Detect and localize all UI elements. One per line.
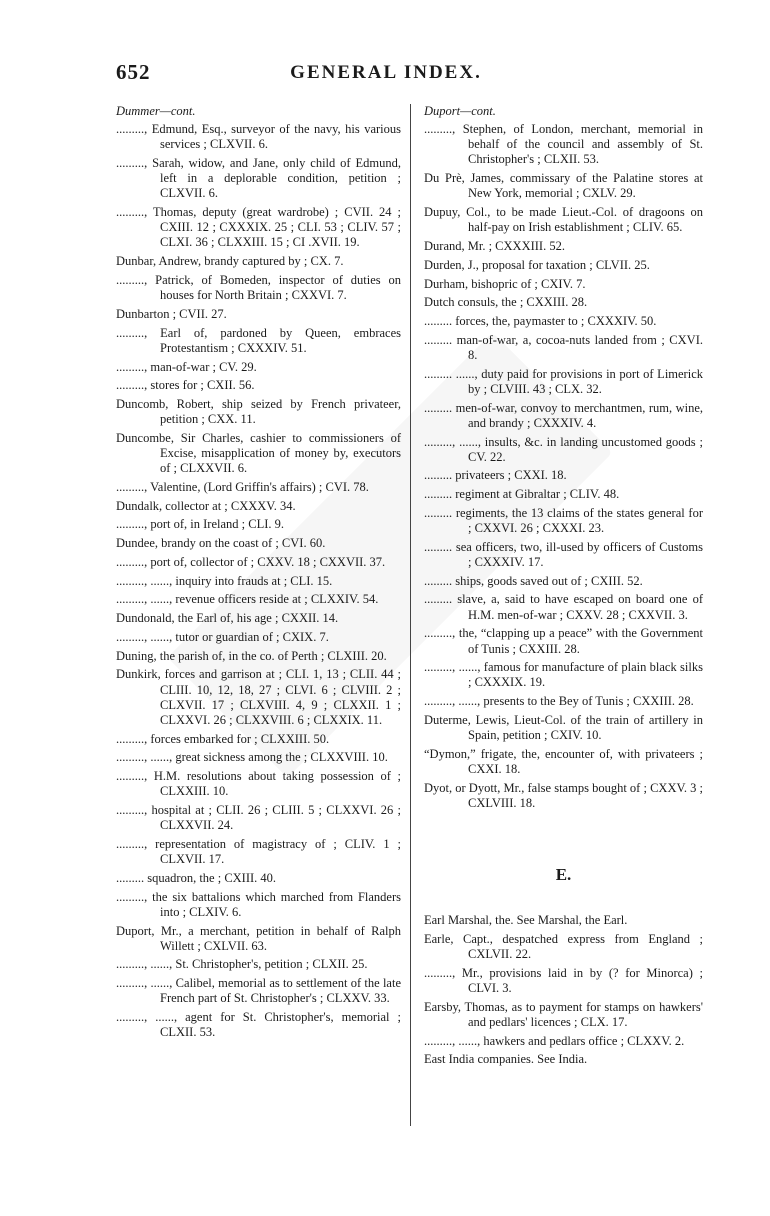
index-entry: ........., forces embarked for ; CLXXIII. 50. xyxy=(116,731,330,746)
index-entry: Dundee, brandy on the coast of ; CVI. 60. xyxy=(116,536,326,551)
index-entry: ......... ......, duty paid for provisions in port of Limerick by ; CLVIII. 43 ; CLX. 32. xyxy=(424,366,703,396)
continued-heading: Dummer—cont. xyxy=(116,104,196,118)
column-divider xyxy=(410,104,411,1126)
index-entry: ........., Sarah, widow, and Jane, only child of Edmund, left in a deplorable condition, petition ; CLXVII. 6. xyxy=(116,156,401,201)
index-entry: ......... ships, goods saved out of ; CXIII. 52. xyxy=(424,573,643,588)
index-entry: ........., ......, agent for St. Christopher's, memorial ; CLXII. 53. xyxy=(116,1010,401,1040)
index-entry: ......... regiments, the 13 claims of the states general for ; CXXVI. 26 ; CXXXI. 23. xyxy=(424,505,703,536)
index-entry: ........., ......, revenue officers reside at ; CLXXIV. 54. xyxy=(116,592,379,607)
index-entry: Duport, Mr., a merchant, petition in behalf of Ralph Willett ; CXLVII. 63. xyxy=(116,923,401,953)
index-entry: ........., the six battalions which marched from Flanders into ; CLXIV. 6. xyxy=(116,889,401,919)
index-entry: Earsby, Thomas, as to payment for stamps on hawkers' and pedlars' licences ; CLX. 17. xyxy=(424,999,703,1029)
index-entry: ........., representation of magistracy of ; CLIV. 1 ; CLXVII. 17. xyxy=(116,837,401,867)
index-entry: ........., H.M. resolutions about taking possession of ; CLXXIII. 10. xyxy=(116,769,401,799)
index-entry: Dunbar, Andrew, brandy captured by ; CX. 7. xyxy=(116,254,344,269)
index-entry: Duncomb, Robert, ship seized by French privateer, petition ; CXX. 11. xyxy=(116,397,401,427)
left-column xyxy=(116,104,401,1044)
page-title: GENERAL INDEX. xyxy=(290,62,482,83)
index-entry: Duterme, Lewis, Lieut-Col. of the train of artillery in Spain, petition ; CXIV. 10. xyxy=(424,712,703,743)
index-entry: Dutch consuls, the ; CXXIII. 28. xyxy=(424,295,588,310)
index-entry: Dupuy, Col., to be made Lieut.-Col. of dragoons on half-pay on Irish establishment ; CLIV. 65. xyxy=(424,205,703,235)
index-entry: Dunkirk, forces and garrison at ; CLI. 1, 13 ; CLII. 44 ; CLIII. 10, 12, 18, 27 ; CLVI. 6 ; CLVIII. 2 ; CLXVII. 17 ; CLXVIII. 4, 9 ; CLXXII. 1 ; CLXXVI. 26 ; CLXXVIII. 6 ; CLXXIX. 11. xyxy=(116,667,401,727)
index-entry: ........., Valentine, (Lord Griffin's affairs) ; CVI. 78. xyxy=(116,479,369,494)
section-letter: E. xyxy=(555,865,572,885)
index-entry: “Dymon,” frigate, the, encounter of, with privateers ; CXXI. 18. xyxy=(424,746,703,776)
index-entry: ........., ......, Calibel, memorial as to settlement of the late French part of St. Christopher's ; CLXXV. 33. xyxy=(116,976,401,1006)
index-entry: ......... forces, the, paymaster to ; CXXXIV. 50. xyxy=(424,314,657,329)
index-entry: ........., Patrick, of Bomeden, inspector of duties on houses for North Britain ; CXXVI. 7. xyxy=(116,272,401,303)
right-entries xyxy=(424,122,703,811)
index-entry: Duncombe, Sir Charles, cashier to commissioners of Excise, misapplication of money by, executors of ; CLXXVII. 6. xyxy=(116,430,401,476)
index-entry: Duning, the parish of, in the co. of Perth ; CLXIII. 20. xyxy=(116,648,387,663)
section-entries xyxy=(424,913,703,1067)
left-entries xyxy=(116,122,401,1040)
index-entry: ........., Mr., provisions laid in by (? for Minorca) ; CLVI. 3. xyxy=(424,965,703,996)
index-entry: Durden, J., proposal for taxation ; CLVII. 25. xyxy=(424,257,650,272)
index-entry: Earle, Capt., despatched express from England ; CXLVII. 22. xyxy=(424,931,703,962)
index-entry: ........., ......, insults, &c. in landing uncustomed goods ; CV. 22. xyxy=(424,434,703,464)
index-entry: ......... sea officers, two, ill-used by officers of Customs ; CXXXIV. 17. xyxy=(424,539,703,569)
index-entry: ........., Edmund, Esq., surveyor of the navy, his various services ; CLXVII. 6. xyxy=(116,122,401,152)
index-entry: ........., man-of-war ; CV. 29. xyxy=(116,359,257,374)
index-entry: Dunbarton ; CVII. 27. xyxy=(116,306,227,321)
index-entry: ......... privateers ; CXXI. 18. xyxy=(424,468,567,483)
index-entry: Dundonald, the Earl of, his age ; CXXII. 14. xyxy=(116,611,339,626)
index-entry: ........., ......, presents to the Bey of Tunis ; CXXIII. 28. xyxy=(424,694,694,709)
index-entry: ........., the, “clapping up a peace” with the Government of Tunis ; CXXIII. 28. xyxy=(424,626,703,656)
index-entry: ........., ......, tutor or guardian of ; CXIX. 7. xyxy=(116,629,329,644)
index-entry: Durham, bishopric of ; CXIV. 7. xyxy=(424,276,586,291)
page-number: 652 xyxy=(116,60,151,84)
index-entry: ........., port of, in Ireland ; CLI. 9. xyxy=(116,517,285,532)
index-entry: Earl Marshal, the. See Marshal, the Earl. xyxy=(424,913,628,928)
index-entry: ........., ......, famous for manufacture of plain black silks ; CXXXIX. 19. xyxy=(424,660,703,690)
index-entry: ......... slave, a, said to have escaped on board one of H.M. men-of-war ; CXXV. 28 ; CXXVII. 3. xyxy=(424,592,703,622)
index-entry: ........., stores for ; CXII. 56. xyxy=(116,378,255,393)
index-entry: ........., ......, St. Christopher's, petition ; CLXII. 25. xyxy=(116,957,368,972)
index-entry: ........., ......, inquiry into frauds at ; CLI. 15. xyxy=(116,573,333,588)
index-entry: ........., Earl of, pardoned by Queen, embraces Protestantism ; CXXXIV. 51. xyxy=(116,325,401,355)
index-entry: ......... squadron, the ; CXIII. 40. xyxy=(116,870,277,885)
continued-heading: Duport—cont. xyxy=(424,104,496,118)
index-entry: East India companies. See India. xyxy=(424,1052,588,1067)
index-entry: ........., port of, collector of ; CXXV. 18 ; CXXVII. 37. xyxy=(116,554,386,569)
index-entry: ......... regiment at Gibraltar ; CLIV. 48. xyxy=(424,487,620,502)
index-entry: ........., ......, great sickness among the ; CLXXVIII. 10. xyxy=(116,750,388,765)
index-entry: Du Prè, James, commissary of the Palatine stores at New York, memorial ; CXLV. 29. xyxy=(424,171,703,201)
index-entry: ........., Thomas, deputy (great wardrobe) ; CVII. 24 ; CXIII. 12 ; CXXXIX. 25 ; CLI. 53 ; CLIV. 57 ; CLXI. 36 ; CLXXIII. 15 ; CI .XVII. 19. xyxy=(116,205,401,250)
index-entry: ........., hospital at ; CLII. 26 ; CLIII. 5 ; CLXXVI. 26 ; CLXXVII. 24. xyxy=(116,803,401,833)
index-entry: ......... man-of-war, a, cocoa-nuts landed from ; CXVI. 8. xyxy=(424,332,703,362)
page-header xyxy=(116,60,656,90)
right-column xyxy=(424,104,703,1071)
index-entry: Dundalk, collector at ; CXXXV. 34. xyxy=(116,498,296,513)
index-entry: ......... men-of-war, convoy to merchantmen, rum, wine, and brandy ; CXXXIV. 4. xyxy=(424,400,703,430)
index-entry: Dyot, or Dyott, Mr., false stamps bought of ; CXXV. 3 ; CXLVIII. 18. xyxy=(424,780,703,810)
index-entry: ........., Stephen, of London, merchant, memorial in behalf of the council and assembly of St. Christopher's ; CLXII. 53. xyxy=(424,122,703,167)
index-entry: ........., ......, hawkers and pedlars office ; CLXXV. 2. xyxy=(424,1033,685,1048)
index-entry: Durand, Mr. ; CXXXIII. 52. xyxy=(424,239,565,254)
